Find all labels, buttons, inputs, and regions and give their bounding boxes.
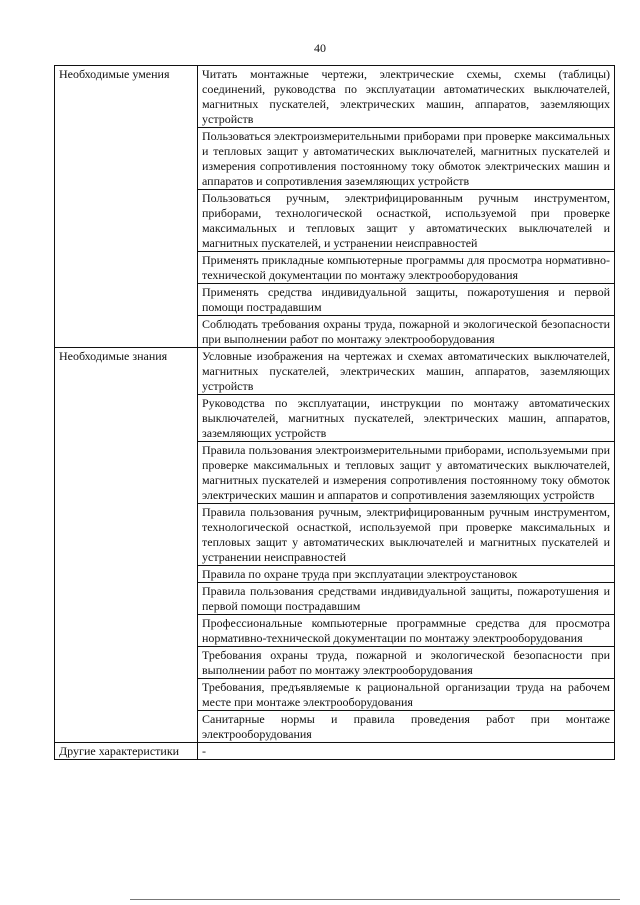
- page-number: 40: [314, 41, 326, 55]
- requirement-item: Применять прикладные компьютерные программы для просмотра нормативно-технической документации по монтажу электрооборудования: [198, 252, 615, 284]
- requirement-item: Требования, предъявляемые к рациональной организации труда на рабочем месте при монтаже электрооборудования: [198, 679, 615, 711]
- requirement-item: Пользоваться электроизмерительными приборами при проверке максимальных и тепловых защит у автоматических выключателей, магнитных пускателей и измерения сопротивления постоянному току обмоток электрических машин и аппаратов и сопротивления заземляющих устройств: [198, 128, 615, 190]
- requirement-item: Соблюдать требования охраны труда, пожарной и экологической безопасности при выполнении работ по монтажу электрооборудования: [198, 316, 615, 348]
- requirement-item: Профессиональные компьютерные программные средства для просмотра нормативно-технической документации по монтажу электрооборудования: [198, 615, 615, 647]
- requirement-item: Санитарные нормы и правила проведения работ при монтаже электрооборудования: [198, 711, 615, 743]
- requirement-item: Применять средства индивидуальной защиты, пожаротушения и первой помощи пострадавшим: [198, 284, 615, 316]
- requirement-item: Читать монтажные чертежи, электрические схемы, схемы (таблицы) соединений, руководства по эксплуатации автоматических выключателей, магнитных пускателей, электрических машин, аппаратов, заземляющих устройств: [198, 66, 615, 128]
- requirement-item: Условные изображения на чертежах и схемах автоматических выключателей, магнитных пускателей, электрических машин, аппаратов, заземляющих устройств: [198, 348, 615, 395]
- requirement-item: Правила пользования электроизмерительными приборами, используемыми при проверке максимальных и тепловых защит у автоматических выключателей, магнитных пускателей и измерения сопротивления постоянному току обмоток электрических машин и аппаратов и сопротивления заземляющих устройств: [198, 442, 615, 504]
- page-bottom-line: [130, 899, 620, 900]
- requirements-table-body: [55, 66, 615, 760]
- table-row: [55, 743, 615, 760]
- requirement-item: -: [198, 743, 615, 760]
- row-label: Необходимые знания: [55, 348, 198, 743]
- requirement-item: Требования охраны труда, пожарной и экологической безопасности при выполнении работ по монтажу электрооборудования: [198, 647, 615, 679]
- requirement-item: Правила по охране труда при эксплуатации электроустановок: [198, 566, 615, 583]
- requirements-table: [54, 65, 615, 760]
- requirement-item: Правила пользования ручным, электрифицированным ручным инструментом, технологической оснасткой, используемой при проверке максимальных и тепловых защит у автоматических выключателей и магнитных пускателей и устранении неисправностей: [198, 504, 615, 566]
- row-label: Необходимые умения: [55, 66, 198, 348]
- requirement-item: Пользоваться ручным, электрифицированным ручным инструментом, приборами, технологической оснасткой, используемой при проверке максимальных и тепловых защит у автоматических выключателей и магнитных пускателей, и устранении неисправностей: [198, 190, 615, 252]
- table-row: [55, 348, 615, 395]
- table-row: [55, 66, 615, 128]
- requirement-item: Руководства по эксплуатации, инструкции по монтажу автоматических выключателей, магнитных пускателей, электрических машин, аппаратов, заземляющих устройств: [198, 395, 615, 442]
- requirement-item: Правила пользования средствами индивидуальной защиты, пожаротушения и первой помощи пострадавшим: [198, 583, 615, 615]
- row-label: Другие характеристики: [55, 743, 198, 760]
